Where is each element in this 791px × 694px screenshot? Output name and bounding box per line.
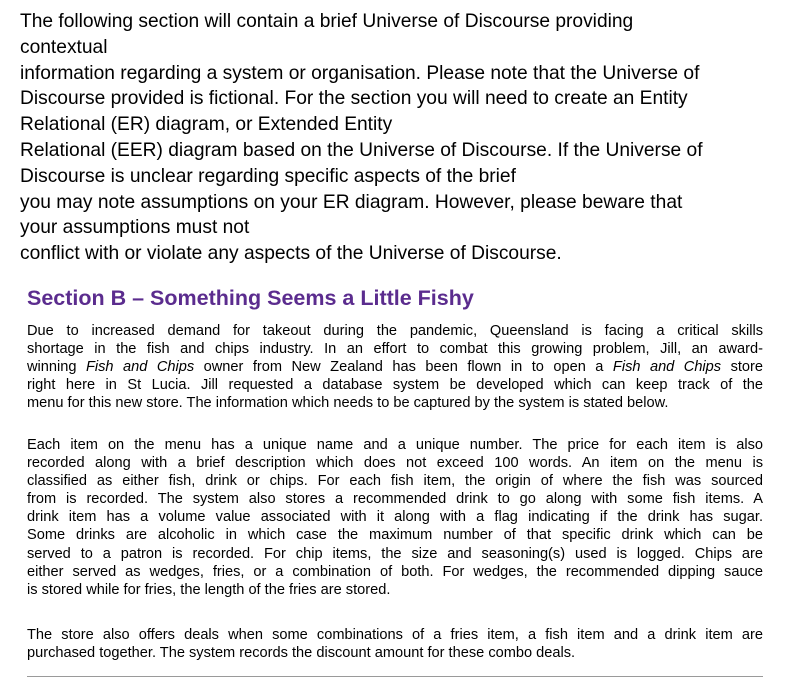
paragraph-line: menu for this new store. The information which needs to be captured by the system is stated below. [27, 395, 669, 412]
paragraph-line: right here in St Lucia. Jill requested a database system be developed which can keep track of the [27, 377, 763, 394]
intro-line: information regarding a system or organisation. Please note that the Universe of [20, 62, 700, 84]
intro-line: Discourse provided is fictional. For the section you will need to create an Entity [20, 88, 688, 110]
paragraph-line: Some drinks are alcoholic in which case the maximum number of that specific drink which can be [27, 527, 763, 544]
italic-term: Fish and Chips [612, 359, 722, 376]
paragraph-line: shortage in the fish and chips industry. In an effort to combat this growing problem, Jill, an award- [27, 341, 763, 358]
bottom-divider [27, 676, 763, 677]
intro-line: you may note assumptions on your ER diagram. However, please beware that [20, 191, 683, 213]
intro-line: your assumptions must not [20, 217, 250, 239]
intro-line: The following section will contain a brief Universe of Discourse providing [20, 11, 634, 32]
paragraph-line: served to a patron is recorded. For chip items, the size and seasoning(s) used is logged. Chips are [27, 545, 763, 562]
paragraph-line: recorded along with a brief description which does not exceed 100 words. An item on the menu is [27, 455, 763, 472]
paragraph-line: Each item on the menu has a unique name and a unique number. The price for each item is also [27, 437, 763, 453]
paragraph-line: classified as either fish, drink or chips. For each fish item, the origin of where the fish was sourced [27, 473, 763, 490]
paragraph-line: The store also offers deals when some combinations of a fries item, a fish item and a drink item are [27, 627, 763, 643]
paragraph-menu-items [27, 436, 763, 599]
paragraph-line: either served as wedges, fries, or a combination of both. For wedges, the recommended dipping sauce [27, 563, 763, 580]
paragraph-line: is stored while for fries, the length of the fries are stored. [27, 581, 391, 598]
intro-line: conflict with or violate any aspects of the Universe of Discourse. [20, 243, 562, 265]
paragraph-line: from is recorded. The system also stores a recommended drink to go along with some fish items. A [27, 491, 763, 508]
paragraph-line: purchased together. The system records the discount amount for these combo deals. [27, 645, 576, 662]
paragraph-combo-deals [27, 626, 763, 662]
paragraph-line: Due to increased demand for takeout during the pandemic, Queensland is facing a critical skills [27, 323, 763, 339]
line-text: owner from New Zealand has been flown in to open a [194, 359, 613, 376]
paragraph-context [27, 322, 763, 412]
intro-text [20, 9, 780, 267]
intro-line: Relational (EER) diagram based on the Universe of Discourse. If the Universe of [20, 139, 703, 161]
paragraph-line: drink item has a volume value associated with it along with a flag indicating if the drink has sugar. [27, 509, 763, 526]
intro-line: Discourse is unclear regarding specific aspects of the brief [20, 165, 516, 187]
intro-line: contextual [20, 36, 108, 58]
section-title: Section B – Something Seems a Little Fishy [27, 286, 474, 310]
line-text: winning [27, 359, 86, 376]
intro-line: Relational (ER) diagram, or Extended Entity [20, 114, 393, 136]
paragraph-line [27, 358, 763, 376]
line-text: store [721, 359, 764, 376]
italic-term: Fish and Chips [85, 359, 195, 376]
